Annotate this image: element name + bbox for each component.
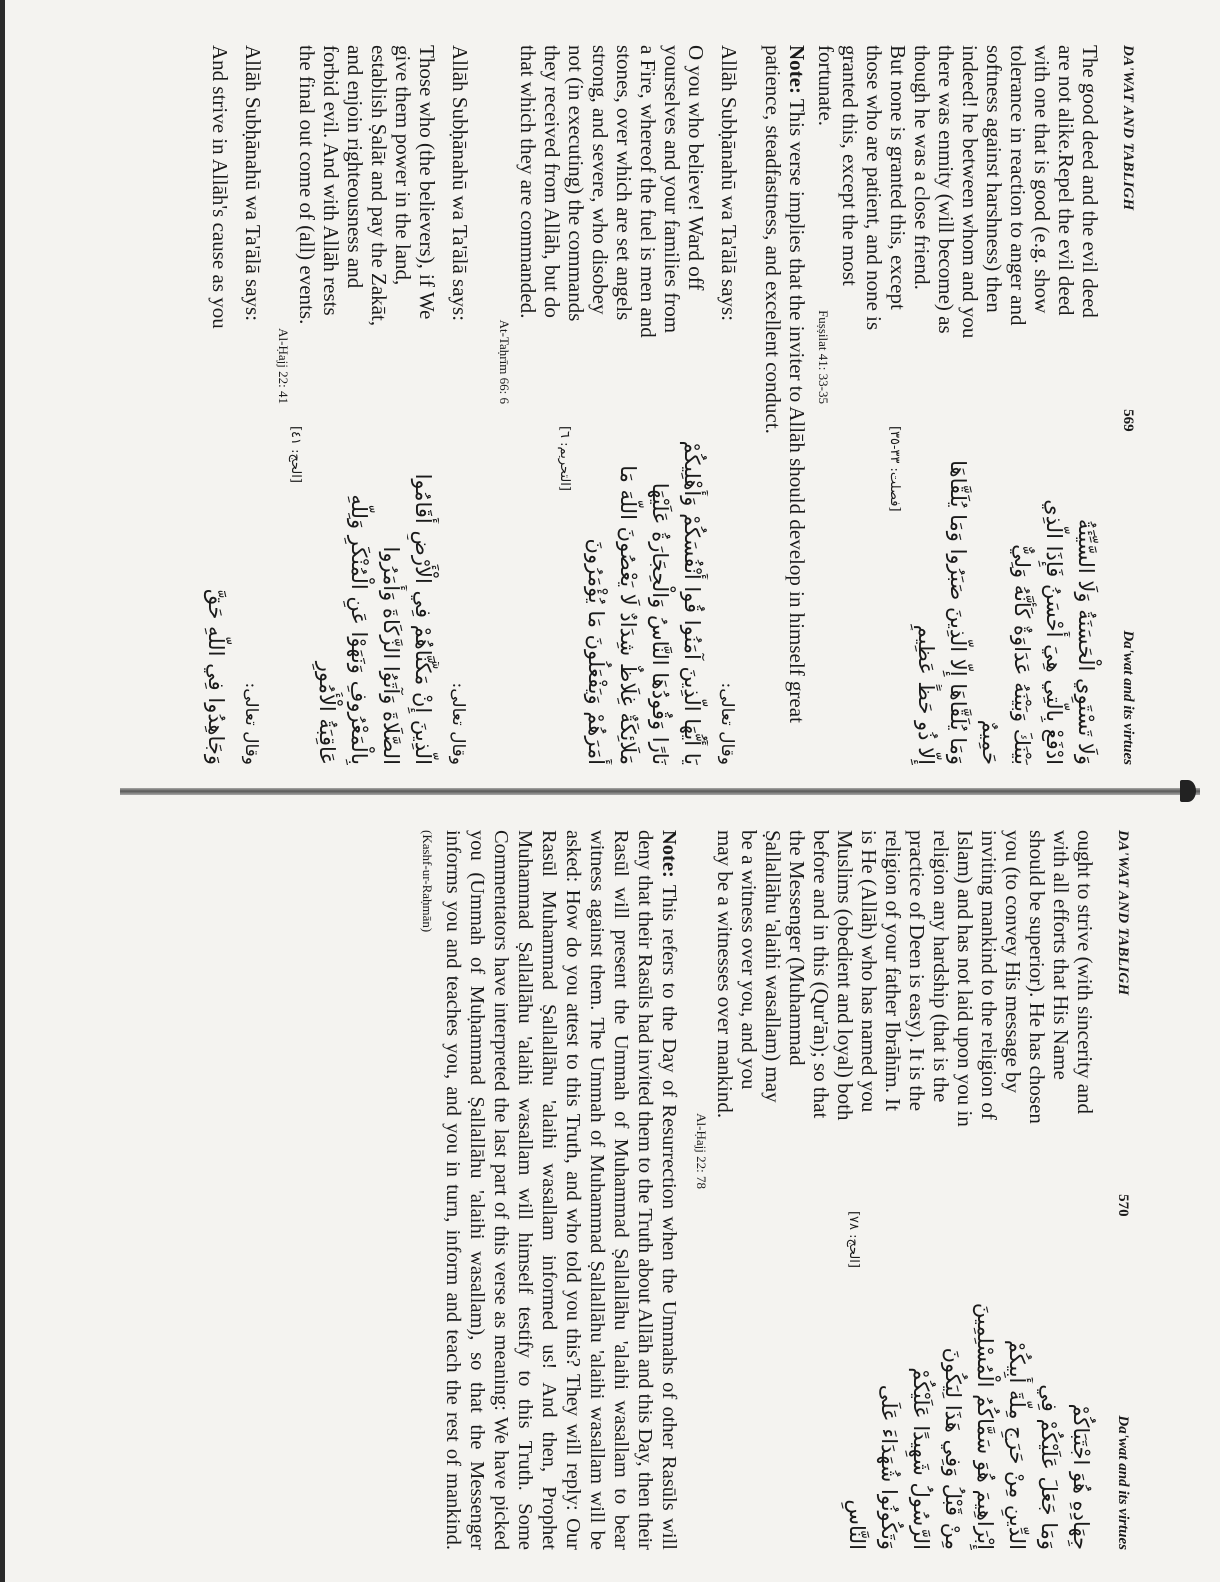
- translation-line: Those who (the believers), if We: [415, 45, 439, 320]
- arabic-line: وَمَا يُلَقَّاهَا إِلَّا الَّذِينَ صَبَرُوا وَمَا يُلَقَّاهَا: [946, 460, 970, 765]
- arabic-line: مَلَائِكَةٌ غِلَاظٌ شِدَادٌ لَا يَعْصُونَ اللَّهَ مَا: [616, 465, 640, 765]
- translation-line: those who are patient, and none is: [862, 45, 886, 331]
- translation-line: religion any hardship (that is the: [929, 830, 953, 1103]
- translation-line: before and in this (Qur'ān); so that: [809, 830, 833, 1119]
- note-paragraph: [415, 830, 681, 1550]
- translation-line: should be superior). He has chosen: [1025, 830, 1049, 1124]
- translation-line: you (to convey His message by: [1001, 830, 1025, 1094]
- translation-line: softness against harshness) then: [982, 45, 1006, 313]
- header-title: DA'WAT AND TABLIGH: [1120, 45, 1137, 211]
- translation-line: give them power in the land,: [391, 45, 415, 286]
- note-text: This refers to the Day of Resurrection when the Ummahs of other Rasūls will deny that their Rasūls had invited them to the Truth about Allāh and this Day, then their Rasūl will present the Ummah of Muhammad Ṣallallāhu 'alaihi wasallam to bear witness against them. The Ummah of Muhammad Ṣallallāhu 'alaihi wasallam will be asked: How do you attest to this Truth, and who told you this? They will reply: Our Rasūl Muhammad Ṣallallāhu 'alaihi wasallam informed us! And then, Prophet Muhammad Ṣallallāhu 'alaihi wasallam will himself testify to this Truth. Some Commentators have interpreted the last part of this verse as meaning: We have picked you (Ummah of Muḥammad Ṣallallāhu 'alaihi wasallam), so that the Messenger informs you and teaches you, and you in turn, inform and teach the rest of mankind.: [442, 830, 680, 1550]
- verse-block-hajj-78-start: [200, 45, 232, 765]
- arabic-reference: [الحج: ٤١]: [288, 425, 303, 483]
- arabic-intro: وقال تعالى:: [448, 682, 468, 765]
- header-subtitle: Da'wat and its virtues: [1120, 630, 1137, 765]
- translation-line: Muslims (obedient and loyal) both: [833, 830, 857, 1121]
- page-header: [1111, 830, 1135, 1550]
- arabic-line: جِهَادِهِ هُوَ اجْتَبَاكُمْ: [1069, 1403, 1093, 1550]
- translation-line: strong, and severe, who disobey: [588, 45, 612, 315]
- intro-row: [240, 45, 265, 765]
- arabic-line: عَاقِبَةُ الْأُمُورِ: [315, 661, 339, 765]
- arabic-line: وَتَكُونُوا شُهَدَاءَ عَلَى: [877, 1384, 901, 1550]
- verse-block-hajj-41: [271, 45, 439, 765]
- intro-text: Allāh Subḥānahū wa Ta'ālā says:: [448, 45, 472, 322]
- translation-line: Islam) and has not laid upon you in: [953, 830, 977, 1127]
- translation-line: But none is granted this, except: [886, 45, 910, 310]
- arabic-line: وَمَا جَعَلَ عَلَيْكُمْ فِي: [1037, 1384, 1061, 1550]
- arabic-line: أَمَرَهُمْ وَيَفْعَلُونَ مَا يُؤْمَرُونَ: [584, 538, 608, 765]
- translation-line: And strive in Allāh's cause as you: [208, 45, 232, 329]
- translation-line: Ṣallallāhu 'alaihi wasallam) may: [761, 830, 785, 1103]
- translation-line: be a witness over you, and you: [737, 830, 761, 1090]
- translation-line: and enjoin righteousness and: [343, 45, 367, 289]
- arabic-line: بَيْنَكَ وَبَيْنَهُ عَدَاوَةٌ كَأَنَّهُ وَلِيٌّ: [1010, 544, 1034, 765]
- translation-line: the Messenger (Muhammad: [785, 830, 809, 1066]
- translation-line: religion of your father Ibrāhīm. It: [881, 830, 905, 1112]
- translation-line: with all efforts that His Name: [1049, 830, 1073, 1080]
- arabic-line: الدِّينِ مِنْ حَرَجٍ مِلَّةَ أَبِيكُمْ: [1005, 1339, 1029, 1550]
- gutter-clip: [1180, 780, 1196, 802]
- page-number: 570: [1115, 1194, 1132, 1217]
- translation-line: with one that is good (e.g. show: [1030, 45, 1054, 314]
- page-number: 569: [1120, 409, 1137, 432]
- verse-block-hajj-78: [689, 830, 1097, 1550]
- translation-column: [811, 45, 1102, 404]
- verse-reference: At-Taḥrīm 66: 6: [497, 319, 512, 404]
- arabic-column: [492, 426, 708, 765]
- arabic-column: [271, 426, 439, 765]
- intro-text: Allāh Subḥānahū wa Ta'ālā says:: [241, 45, 265, 322]
- arabic-line: وَجَاهِدُوا فِي اللَّهِ حَقَّ: [204, 588, 228, 765]
- translation-line: O you who believe! Ward off: [684, 45, 708, 291]
- note-label: Note:: [785, 45, 809, 94]
- arabic-line: الَّذِينَ إِنْ مَكَّنَّاهُمْ فِي الْأَرْضِ أَقَامُوا: [411, 473, 435, 765]
- header-subtitle: Da'wat and its virtues: [1115, 1415, 1132, 1550]
- intro-row: [447, 45, 472, 765]
- arabic-reference: [التحريم: ٦]: [557, 425, 572, 491]
- verse-reference: Fuṣṣilat 41: 33-35: [816, 310, 831, 404]
- translation-line: are not alike.Repel the evil deed: [1054, 45, 1078, 316]
- translation-line: yourselves and your families from: [660, 45, 684, 334]
- arabic-reference: [الحج: ٧٨]: [846, 1210, 861, 1268]
- intro-row: [716, 45, 741, 765]
- book-binding-edge: [0, 0, 5, 1582]
- arabic-line: يَا أَيُّهَا الَّذِينَ آمَنُوا قُوا أَنْفُسَكُمْ وَأَهْلِيكُمْ: [680, 440, 704, 765]
- arabic-line: حَمِيمٌ: [978, 719, 1002, 765]
- page-570: [135, 830, 1135, 1550]
- translation-column: [689, 830, 1097, 1189]
- arabic-line: بِالْمَعْرُوفِ وَنَهَوْا عَنِ الْمُنْكَرِ وَلِلَّهِ: [347, 494, 371, 765]
- translation-line: not (in executing) the commands: [564, 45, 588, 322]
- arabic-line: وَلَا تَسْتَوِي الْحَسَنَةُ وَلَا السَّيِّئَةُ: [1074, 518, 1098, 765]
- arabic-line: إِلَّا ذُو حَظٍّ عَظِيمٍ: [914, 624, 938, 765]
- note-label: Note:: [658, 830, 680, 878]
- page-content: [415, 830, 1097, 1550]
- translation-line: practice of Deen is easy). It is the: [905, 830, 929, 1112]
- arabic-column: [811, 426, 1102, 765]
- verse-reference: Al-Ḥajj 22: 41: [276, 328, 291, 404]
- arabic-reference: [فصلت: ٣٣-٣٥]: [887, 425, 902, 512]
- translation-line: The good deed and the evil deed: [1078, 45, 1102, 318]
- translation-line: that which they are commanded.: [516, 45, 540, 319]
- note-source: (Kashf-ur-Raḥmān): [420, 830, 435, 933]
- translation-line: there was enmity (will become) as: [934, 45, 958, 334]
- arabic-line: النَّاسِ: [845, 1499, 869, 1550]
- arabic-line: نَارًا وَقُودُهَا النَّاسُ وَالْحِجَارَةُ عَلَيْهَا: [648, 482, 672, 765]
- page-content: [200, 45, 1102, 765]
- translation-line: indeed! he between whom and you: [958, 45, 982, 339]
- page-569: [140, 45, 1140, 765]
- arabic-column: [689, 1211, 1097, 1550]
- arabic-line: الرَّسُولُ شَهِيدًا عَلَيْكُمْ: [909, 1367, 933, 1550]
- translation-line: though he was a close friend.: [910, 45, 934, 290]
- translation-line: stones, over which are set angels: [612, 45, 636, 321]
- verse-block-fussilat: [811, 45, 1102, 765]
- header-title: DA'WAT AND TABLIGH: [1115, 830, 1132, 996]
- translation-line: establish Ṣalāt and pay the Zakāt,: [367, 45, 391, 327]
- verse-reference: Al-Ḥajj 22: 78: [694, 1113, 709, 1189]
- translation-line: the final out come of (all) events.: [295, 45, 319, 325]
- page-gutter: [120, 788, 1200, 795]
- translation-column: [271, 45, 439, 404]
- translation-line: may be a witnesses over mankind.: [713, 830, 737, 1119]
- translation-line: they received from Allāh, but do: [540, 45, 564, 318]
- translation-line: forbid evil. And with Allāh rests: [319, 45, 343, 316]
- arabic-line: مِنْ قَبْلُ وَفِي هَذَا لِيَكُونَ: [941, 1347, 965, 1550]
- translation-line: a Fire, whereof the fuel is men and: [636, 45, 660, 338]
- translation-line: fortunate.: [814, 45, 838, 127]
- translation-line: ought to strive (with sincerity and: [1073, 830, 1097, 1115]
- translation-line: tolerance in reaction to anger and: [1006, 45, 1030, 326]
- arabic-line: الصَّلَاةَ وَآتَوُا الزَّكَاةَ وَأَمَرُوا: [379, 546, 403, 765]
- translation-line: is He (Allāh) who has named you: [857, 830, 881, 1113]
- intro-text: Allāh Subḥānahū wa Ta'ālā says:: [717, 45, 741, 322]
- arabic-intro: وقال تعالى:: [241, 682, 261, 765]
- arabic-line: ادْفَعْ بِالَّتِي هِيَ أَحْسَنُ فَإِذَا الَّذِي: [1042, 499, 1066, 765]
- translation-column: [492, 45, 708, 404]
- arabic-line: إِبْرَاهِيمَ هُوَ سَمَّاكُمُ الْمُسْلِمِينَ: [973, 1302, 997, 1550]
- translation-line: granted this, except the most: [838, 45, 862, 286]
- note-text: This verse implies that the inviter to Allāh should develop in himself great patience, steadfastness, and excellent conduct.: [761, 45, 809, 723]
- translation-line: inviting mankind to the religion of: [977, 830, 1001, 1120]
- page-header: [1116, 45, 1140, 765]
- arabic-intro: وقال تعالى:: [717, 682, 737, 765]
- verse-block-tahrim: [492, 45, 708, 765]
- note-paragraph: [761, 45, 809, 765]
